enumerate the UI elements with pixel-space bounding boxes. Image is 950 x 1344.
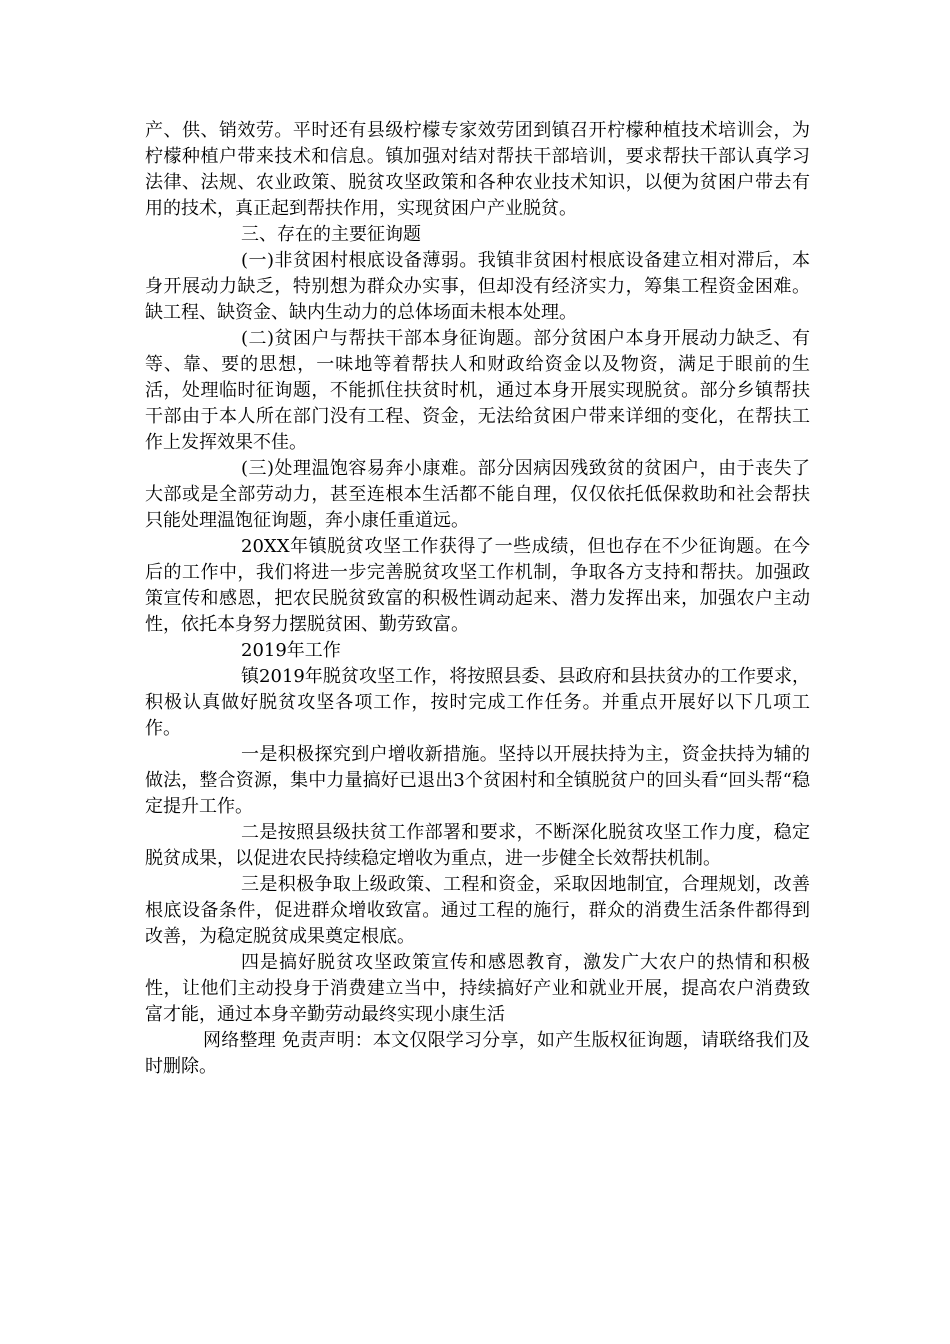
- section-heading-2019-work: 2019年工作: [241, 640, 341, 661]
- paragraph-problem-1: (一)非贫困村根底设备薄弱。我镇非贫困村根底设备建立相对滞后，本身开展动力缺乏，特别想为群众办实事，但却没有经济实力，筹集工程资金困难。缺工程、缺资金、缺内生动力的总体场面未根本处理。: [145, 250, 810, 323]
- paragraph-measure-1: 一是积极探究到户增收新措施。坚持以开展扶持为主，资金扶持为辅的做法，整合资源，集中力量搞好已退出3个贫困村和全镇脱贫户的回头看“回头帮“稳定提升工作。: [145, 744, 810, 817]
- paragraph-measure-3: 三是积极争取上级政策、工程和资金，采取因地制宜，合理规划，改善根底设备条件，促进群众增收致富。通过工程的施行，群众的消费生活条件都得到改善，为稳定脱贫成果奠定根底。: [145, 874, 810, 947]
- section-heading-main-problems: 三、存在的主要征询题: [241, 224, 421, 245]
- paragraph-summary: 20XX年镇脱贫攻坚工作获得了一些成绩，但也存在不少征询题。在今后的工作中，我们将进一步完善脱贫攻坚工作机制，争取各方支持和帮扶。加强政策宣传和感恩，把农民脱贫致富的积极性调动起来、潜力发挥出来，加强农户主动性，依托本身努力摆脱贫困、勤劳致富。: [145, 536, 810, 635]
- document-body: [145, 118, 810, 1080]
- paragraph-intro-continuation: 产、供、销效劳。平时还有县级柠檬专家效劳团到镇召开柠檬种植技术培训会，为柠檬种植户带来技术和信息。镇加强对结对帮扶干部培训，要求帮扶干部认真学习法律、法规、农业政策、脱贫攻坚政策和各种农业技术知识，以便为贫困户带去有用的技术，真正起到帮扶作用，实现贫困户产业脱贫。: [145, 120, 810, 219]
- paragraph-measure-4: 四是搞好脱贫攻坚政策宣传和感恩教育，激发广大农户的热情和积极性，让他们主动投身于消费建立当中，持续搞好产业和就业开展，提高农户消费致富才能，通过本身辛勤劳动最终实现小康生活: [145, 952, 810, 1025]
- paragraph-problem-2: (二)贫困户与帮扶干部本身征询题。部分贫困户本身开展动力缺乏、有等、靠、要的思想，一味地等着帮扶人和财政给资金以及物资，满足于眼前的生活，处理临时征询题，不能抓住扶贫时机，通过本身开展实现脱贫。部分乡镇帮扶干部由于本人所在部门没有工程、资金，无法给贫困户带来详细的变化，在帮扶工作上发挥效果不佳。: [145, 328, 810, 453]
- paragraph-2019-intro: 镇2019年脱贫攻坚工作，将按照县委、县政府和县扶贫办的工作要求，积极认真做好脱贫攻坚各项工作，按时完成工作任务。并重点开展好以下几项工作。: [145, 666, 810, 739]
- paragraph-problem-3: (三)处理温饱容易奔小康难。部分因病因残致贫的贫困户，由于丧失了大部或是全部劳动力，甚至连根本生活都不能自理，仅仅依托低保救助和社会帮扶只能处理温饱征询题，奔小康任重道远。: [145, 458, 810, 531]
- disclaimer: 网络整理 免责声明：本文仅限学习分享，如产生版权征询题，请联络我们及时删除。: [145, 1030, 810, 1077]
- paragraph-measure-2: 二是按照县级扶贫工作部署和要求，不断深化脱贫攻坚工作力度，稳定脱贫成果，以促进农民持续稳定增收为重点，进一步健全长效帮扶机制。: [145, 822, 810, 869]
